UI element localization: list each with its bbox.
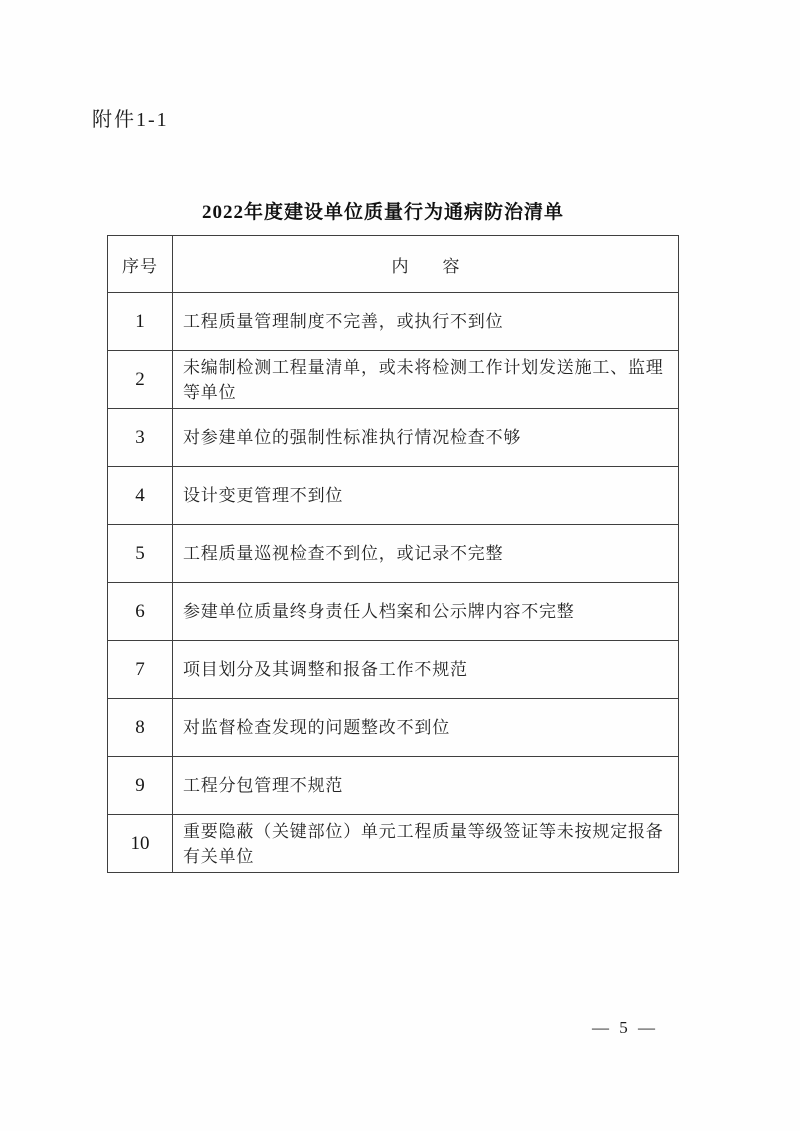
row-index-cell: 6	[108, 583, 173, 641]
column-header-index: 序号	[108, 236, 173, 293]
row-index-cell: 10	[108, 815, 173, 873]
table-row	[108, 409, 679, 467]
row-content-cell: 参建单位质量终身责任人档案和公示牌内容不完整	[173, 583, 679, 641]
row-content-cell: 工程分包管理不规范	[173, 757, 679, 815]
row-index-cell: 7	[108, 641, 173, 699]
document-title: 2022年度建设单位质量行为通病防治清单	[201, 202, 564, 223]
row-index-cell: 9	[108, 757, 173, 815]
table-header-row	[108, 236, 679, 293]
defect-list-table	[107, 235, 679, 873]
row-index-cell: 3	[108, 409, 173, 467]
table-body	[108, 293, 679, 873]
table-row	[108, 699, 679, 757]
row-content-cell: 项目划分及其调整和报备工作不规范	[173, 641, 679, 699]
row-index-cell: 5	[108, 525, 173, 583]
table-row	[108, 815, 679, 873]
row-content-cell: 对参建单位的强制性标准执行情况检查不够	[173, 409, 679, 467]
row-index-cell: 8	[108, 699, 173, 757]
row-index-cell: 2	[108, 351, 173, 409]
column-header-content: 内 容	[173, 236, 679, 293]
row-content-cell: 重要隐蔽（关键部位）单元工程质量等级签证等未按规定报备有关单位	[173, 815, 679, 873]
table-row	[108, 641, 679, 699]
table-row	[108, 467, 679, 525]
table-row	[108, 525, 679, 583]
row-content-cell: 对监督检查发现的问题整改不到位	[173, 699, 679, 757]
table-row	[108, 293, 679, 351]
row-content-cell: 设计变更管理不到位	[173, 467, 679, 525]
page-number: — 5 —	[592, 1018, 658, 1037]
row-index-cell: 1	[108, 293, 173, 351]
row-index-cell: 4	[108, 467, 173, 525]
row-content-cell: 工程质量管理制度不完善，或执行不到位	[173, 293, 679, 351]
row-content-cell: 工程质量巡视检查不到位，或记录不完整	[173, 525, 679, 583]
table-row	[108, 351, 679, 409]
table-row	[108, 757, 679, 815]
table-row	[108, 583, 679, 641]
row-content-cell: 未编制检测工程量清单，或未将检测工作计划发送施工、监理等单位	[173, 351, 679, 409]
attachment-label: 附件1-1	[92, 109, 169, 131]
